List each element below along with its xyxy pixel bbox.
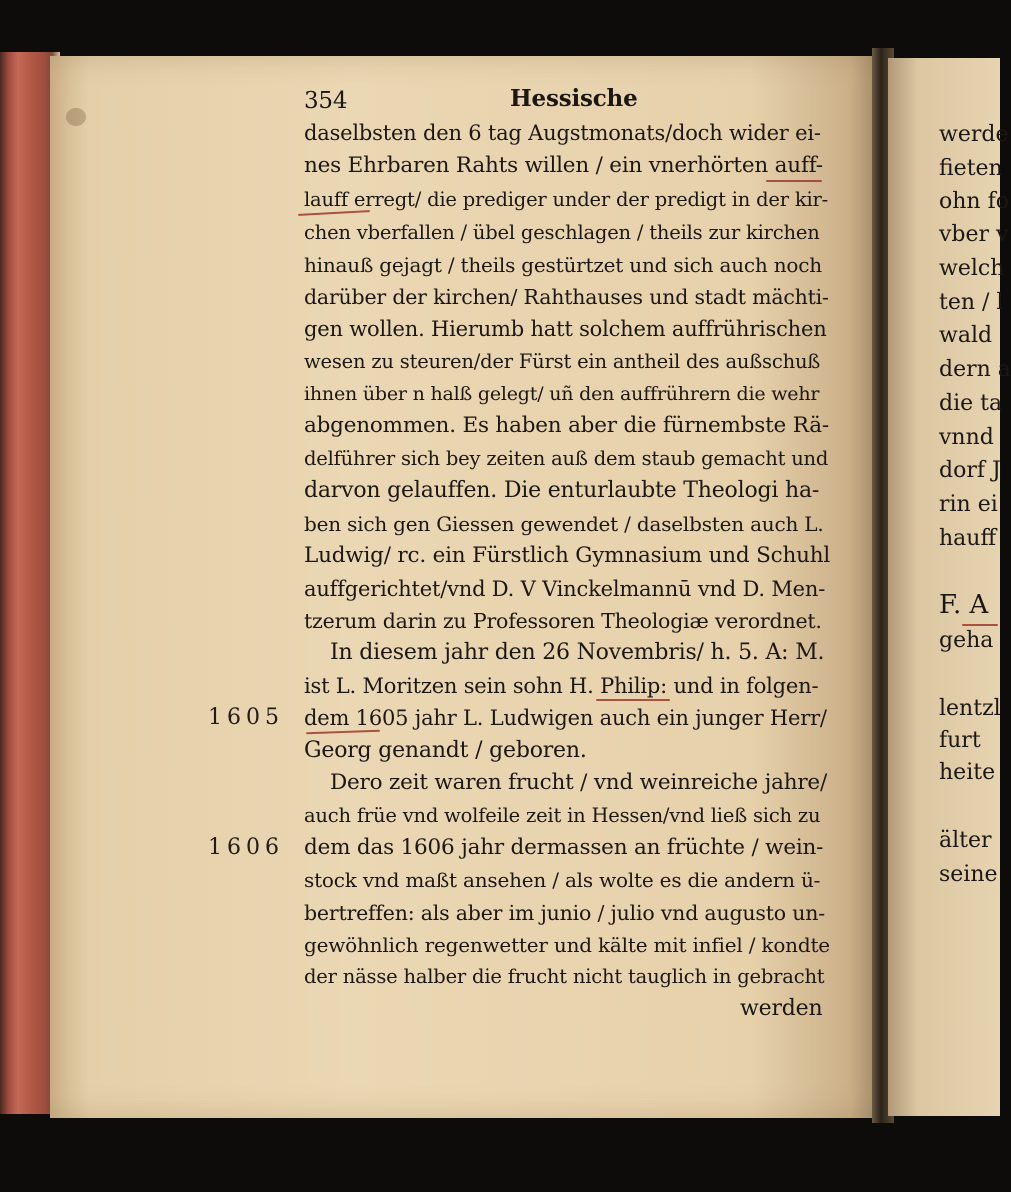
paper-stain xyxy=(66,108,86,126)
facing-text-fragment: ten / l xyxy=(939,290,1004,315)
text-line: dem 1605 jahr L. Ludwigen auch ein junger Herr/ xyxy=(304,706,827,730)
text-line: tzerum darin zu Professoren Theologiæ verordnet. xyxy=(304,609,822,633)
text-line: der nässe halber die frucht nicht tauglich in gebracht xyxy=(304,965,825,988)
right-page xyxy=(888,58,1011,1116)
margin-year: 1606 xyxy=(208,835,284,860)
facing-text-fragment: geha xyxy=(939,628,994,653)
facing-text-fragment: rin ei xyxy=(939,492,998,517)
facing-text-fragment: wald xyxy=(939,323,993,348)
facing-text-fragment: die ta xyxy=(939,391,1003,416)
text-line: gewöhnlich regenwetter und kälte mit infiel / kondte xyxy=(304,933,830,957)
facing-text-fragment: werde xyxy=(939,122,1009,147)
facing-text-fragment: fieten xyxy=(939,156,1003,181)
text-line: daselbsten den 6 tag Augstmonats/doch wider ei- xyxy=(304,121,821,145)
text-line: ist L. Moritzen sein sohn H. Philip: und in folgen- xyxy=(304,674,819,698)
text-line: chen vberfallen / übel geschlagen / theils zur kirchen xyxy=(304,221,820,244)
running-head: Hessische xyxy=(510,85,638,112)
ink-underline xyxy=(766,180,822,182)
text-line: hinauß gejagt / theils gestürtzet und sich auch noch xyxy=(304,253,822,277)
facing-text-fragment: älter xyxy=(939,828,992,853)
catchword: werden xyxy=(740,996,823,1021)
page-number: 354 xyxy=(304,88,348,114)
ink-underline xyxy=(596,699,670,701)
text-line: ben sich gen Giessen gewendet / daselbsten auch L. xyxy=(304,512,824,536)
text-line: delführer sich bey zeiten auß dem staub gemacht und xyxy=(304,447,829,470)
text-line: ihnen über n halß gelegt/ uñ den auffrührern die wehr xyxy=(304,383,820,405)
text-line: Dero zeit waren frucht / vnd weinreiche jahre/ xyxy=(330,770,827,795)
text-line: abgenommen. Es haben aber die fürnembste Rä- xyxy=(304,413,829,438)
facing-text-fragment: welch xyxy=(939,256,1005,281)
text-line: darvon gelauffen. Die enturlaubte Theologi ha- xyxy=(304,478,820,503)
facing-text-fragment: seine xyxy=(939,862,998,887)
text-line: Ludwig/ rc. ein Fürstlich Gymnasium und Schuhl xyxy=(304,543,831,568)
text-line: darüber der kirchen/ Rahthauses und stadt mächti- xyxy=(304,285,829,309)
text-line: stock vnd maßt ansehen / als wolte es die andern ü- xyxy=(304,868,821,892)
ink-underline xyxy=(962,624,998,626)
text-line: In diesem jahr den 26 Novembris/ h. 5. A: M. xyxy=(330,640,825,665)
facing-text-fragment: lentzl xyxy=(939,696,1001,721)
margin-year: 1605 xyxy=(208,705,284,730)
facing-text-fragment: dorf J xyxy=(939,458,1001,483)
text-line: auch früe vnd wolfeile zeit in Hessen/vnd ließ sich zu xyxy=(304,804,821,827)
text-line: auffgerichtet/vnd D. V Vinckelmannū vnd D. Men- xyxy=(304,577,826,601)
facing-text-fragment: vber v xyxy=(939,222,1009,247)
facing-text-fragment: vnnd xyxy=(939,425,994,450)
text-line: gen wollen. Hierumb hatt solchem auffrührischen xyxy=(304,317,827,341)
text-line: dem das 1606 jahr dermassen an früchte / wein- xyxy=(304,835,824,860)
facing-text-fragment: dern a xyxy=(939,357,1011,382)
facing-text-fragment: hauff xyxy=(939,526,997,551)
text-line: bertreffen: als aber im junio / julio vnd augusto un- xyxy=(304,901,825,925)
text-line: lauff erregt/ die prediger under der predigt in der kir- xyxy=(304,188,829,211)
text-line: nes Ehrbaren Rahts willen / ein vnerhörten auff- xyxy=(304,153,823,178)
text-line: Georg genandt / geboren. xyxy=(304,738,587,763)
facing-text-fragment: ohn fo xyxy=(939,189,1009,214)
text-line: wesen zu steuren/der Fürst ein antheil des außschuß xyxy=(304,350,821,373)
facing-text-fragment: F. A xyxy=(939,590,989,620)
facing-text-fragment: furt xyxy=(939,728,981,753)
facing-text-fragment: heite xyxy=(939,760,996,785)
